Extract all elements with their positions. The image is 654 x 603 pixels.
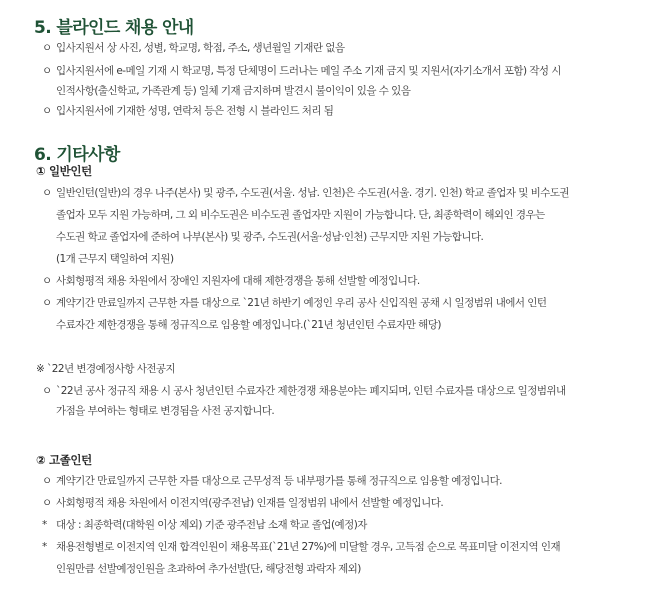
list-item-text: `22년 공사 정규직 채용 시 공사 청년인턴 수료자간 제한경쟁 채용분야는 폐지되며, 인턴 수료자를 대상으로 일정범위내 [56, 385, 566, 397]
list-item-text: 입사지원서에 기재한 성명, 연락처 등은 전형 시 블라인드 처리 됨 [56, 105, 334, 117]
list-item-text: 가점을 부여하는 형태로 변경됨을 사전 공지합니다. [56, 405, 275, 417]
list-item-continuation [56, 318, 441, 332]
bullet-marker: ㅇ [42, 475, 52, 487]
list-item-continuation [56, 252, 174, 266]
bullet-marker: * [42, 519, 47, 531]
bullet-marker: ㅇ [42, 65, 52, 77]
list-item [42, 296, 546, 310]
list-item-text: 사회형평적 채용 차원에서 이전지역(광주전남) 인재를 일정범위 내에서 선발할 예정입니다. [56, 497, 444, 509]
bullet-marker: ㅇ [42, 385, 52, 397]
list-item-text: 대상 : 최종학력(대학원 이상 제외) 기준 광주전남 소재 학교 졸업(예정)자 [56, 519, 367, 531]
list-item [42, 518, 367, 532]
list-item-text: 계약기간 만료일까지 근무한 자를 대상으로 근무성적 등 내부평가를 통해 정규직으로 임용할 예정입니다. [56, 475, 502, 487]
list-item-continuation [56, 404, 274, 418]
list-item [42, 41, 344, 55]
list-item-text: 사회형평적 채용 차원에서 장애인 지원자에 대해 제한경쟁을 통해 선발할 예정입니다. [56, 275, 420, 287]
list-item-text: 졸업자 모두 지원 가능하며, 그 외 비수도권은 비수도권 졸업자만 지원이 가능합니다. 단, 최종학력이 해외인 경우는 [56, 209, 545, 221]
bullet-marker: ㅇ [42, 497, 52, 509]
bullet-marker: ㅇ [42, 297, 52, 309]
list-item-text: 채용전형별로 이전지역 인재 합격인원이 채용목표(`21년 27%)에 미달할 경우, 고득점 순으로 목표미달 이전지역 인재 [56, 541, 561, 553]
list-item [42, 274, 420, 288]
notice-title: ※ `22년 변경예정사항 사전공지 [36, 363, 176, 375]
list-item-text: 입사지원서 상 사진, 성별, 학교명, 학점, 주소, 생년월일 기재란 없음 [56, 42, 345, 54]
list-item-text: (1개 근무지 택일하여 지원) [56, 253, 174, 265]
list-item [42, 540, 560, 554]
list-item-text: 인원만큼 선발예정인원을 초과하여 추가선발(단, 해당전형 과락자 제외) [56, 563, 361, 575]
list-item [42, 496, 443, 510]
list-item-continuation [56, 84, 410, 98]
list-item [42, 384, 566, 398]
bullet-marker: * [42, 541, 47, 553]
list-item-text: 수료자간 제한경쟁을 통해 정규직으로 임용할 예정입니다.(`21년 청년인턴 수료자만 해당) [56, 319, 441, 331]
list-item-text: 계약기간 만료일까지 근무한 자를 대상으로 `21년 하반기 예정인 우리 공사 신입직원 공채 시 일정범위 내에서 인턴 [56, 297, 547, 309]
list-item-continuation [56, 562, 361, 576]
list-item [42, 474, 502, 488]
section-5-title: 5. 블라인드 채용 안내 [34, 18, 194, 38]
bullet-marker: ㅇ [42, 275, 52, 287]
bullet-marker: ㅇ [42, 105, 52, 117]
general-intern-heading: ① 일반인턴 [36, 164, 92, 178]
list-item-text: 수도권 학교 졸업자에 준하여 나부(본사) 및 광주, 수도권(서울·성남·인천) 근무지만 지원 가능합니다. [56, 231, 484, 243]
section-6-title: 6. 기타사항 [34, 145, 120, 165]
list-item-text: 일반인턴(일반)의 경우 나주(본사) 및 광주, 수도권(서울. 성남. 인천)은 수도권(서울. 경기. 인천) 학교 졸업자 및 비수도권 [56, 187, 570, 199]
list-item-text: 인적사항(출신학교, 가족관계 등) 일체 기재 금지하며 발견시 불이익이 있을 수 있음 [56, 85, 411, 97]
list-item-continuation [56, 230, 483, 244]
list-item [42, 186, 569, 200]
list-item [42, 64, 561, 78]
bullet-marker: ㅇ [42, 187, 52, 199]
highschool-intern-heading: ② 고졸인턴 [36, 453, 92, 467]
list-item-text: 입사지원서에 e-메일 기재 시 학교명, 특정 단체명이 드러나는 메일 주소 기재 금지 및 지원서(자기소개서 포함) 작성 시 [56, 65, 561, 77]
list-item [42, 104, 333, 118]
bullet-marker: ㅇ [42, 42, 52, 54]
list-item-continuation [56, 208, 545, 222]
